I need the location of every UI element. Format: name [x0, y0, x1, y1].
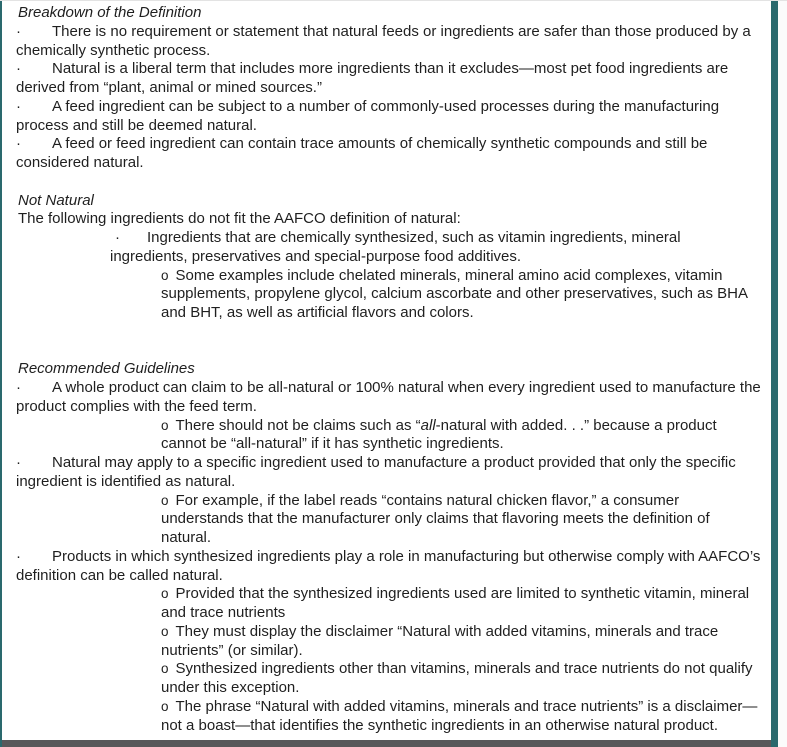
paragraph-text: [16, 135, 707, 171]
bullet-marker: ·: [16, 60, 21, 78]
circle-marker: o: [161, 623, 169, 639]
circle-marker: o: [161, 661, 169, 677]
paragraph: [16, 210, 761, 229]
section-heading: [16, 4, 761, 23]
text-run: Not Natural: [18, 191, 94, 209]
paragraph-text: [16, 379, 761, 415]
paragraph-text: [16, 454, 736, 490]
bullet-marker: ·: [16, 22, 21, 40]
page-border-left: [0, 1, 2, 747]
paragraph-text: [16, 60, 728, 96]
bullet-marker: ·: [16, 135, 21, 153]
page-border-right: [771, 1, 778, 747]
text-run: Synthesized ingredients other than vitamins, minerals and trace nutrients do not qualify under this exception.: [161, 660, 753, 696]
bullet-marker: ·: [16, 547, 21, 565]
text-run: Provided that the synthesized ingredients used are limited to synthetic vitamin, mineral and trace nutrients: [161, 585, 750, 621]
text-run: A whole product can claim to be all-natural or 100% natural when every ingredient used to manufacture the product complies with the feed term.: [16, 379, 761, 415]
paragraph-text: [16, 98, 719, 134]
spacer: [16, 173, 761, 192]
circle-marker: o: [161, 267, 169, 283]
circle-bullet-item: [161, 492, 761, 548]
paragraph-text: [161, 585, 749, 621]
paragraph-text: [161, 417, 717, 453]
text-run: They must display the disclaimer “Natural with added vitamins, minerals and trace nutrients” (or similar).: [161, 622, 719, 659]
paragraph-text: [16, 23, 751, 59]
text-run: Some examples include chelated minerals, mineral amino acid complexes, vitamin supplements, propylene glycol, calcium ascorbate and other preservatives, such as BHA and BHT, as well as artificial flavors and colors.: [161, 266, 748, 321]
sub-bullet-item: [110, 229, 761, 267]
section-heading: [16, 192, 761, 211]
text-run: Natural is a liberal term that includes more ingredients than it excludes—most pet food ingredients are derived from “plant, animal or mined sources.”: [16, 60, 729, 96]
bullet-item: [16, 60, 761, 98]
text-run: A feed ingredient can be subject to a number of commonly-used processes during the manufacturing process and still be deemed natural.: [16, 97, 720, 134]
text-run: Products in which synthesized ingredients play a role in manufacturing but otherwise comply with AAFCO’s definition can be called natural.: [16, 547, 761, 584]
paragraph-text: [161, 492, 710, 547]
circle-bullet-item: [161, 417, 761, 455]
paragraph-text: [161, 698, 757, 734]
circle-bullet-item: [161, 698, 761, 736]
circle-bullet-item: [161, 267, 761, 323]
text-run: all: [420, 416, 436, 434]
bullet-item: [16, 135, 761, 173]
text-run: The following ingredients do not fit the AAFCO definition of natural:: [18, 210, 461, 228]
bullet-marker: ·: [16, 454, 21, 471]
circle-bullet-item: [161, 585, 761, 623]
bullet-item: [16, 548, 761, 586]
circle-marker: o: [161, 492, 169, 508]
bullet-marker: ·: [16, 97, 21, 115]
bullet-item: [16, 454, 761, 492]
bullet-marker: ·: [115, 229, 120, 246]
circle-bullet-item: [161, 660, 761, 698]
paragraph-text: [110, 229, 681, 265]
paragraph-text: [18, 210, 461, 227]
document-body: [16, 4, 761, 747]
circle-marker: o: [161, 417, 169, 433]
bullet-item: [16, 379, 761, 417]
text-run: There should not be claims such as “: [175, 416, 421, 434]
page-border-bottom: [0, 740, 778, 747]
text-run: Breakdown of the Definition: [18, 4, 202, 21]
paragraph-text: [18, 360, 195, 377]
text-run: For example, if the label reads “contains natural chicken flavor,” a consumer understands that the manufacturer only claims that flavoring meets the definition of natural.: [161, 491, 710, 546]
paragraph-text: [18, 4, 201, 21]
paragraph-text: [18, 192, 94, 209]
bullet-item: [16, 98, 761, 136]
text-run: There is no requirement or statement that natural feeds or ingredients are safer than those produced by a chemically synthetic process.: [16, 22, 751, 59]
bullet-item: [16, 23, 761, 61]
circle-bullet-item: [161, 623, 761, 661]
text-run: -natural with added. . .” because a product cannot be “all-natural” if it has synthetic ingredients.: [161, 416, 717, 453]
text-run: A feed or feed ingredient can contain trace amounts of chemically synthetic compounds and still be considered natural.: [16, 135, 708, 171]
text-run: Ingredients that are chemically synthesized, such as vitamin ingredients, mineral ingredients, preservatives and special-purpose food additives.: [110, 229, 681, 265]
circle-marker: o: [161, 586, 169, 602]
paragraph-text: [161, 267, 747, 322]
text-run: Recommended Guidelines: [18, 360, 195, 378]
spacer: [16, 323, 761, 361]
paragraph-text: [16, 548, 760, 584]
section-heading: [16, 360, 761, 379]
paragraph-text: [161, 660, 753, 696]
page-gutter-right: [778, 1, 787, 747]
text-run: Natural may apply to a specific ingredient used to manufacture a product provided that only the specific ingredient is identified as natural.: [16, 454, 736, 490]
bullet-marker: ·: [16, 379, 21, 396]
circle-marker: o: [161, 698, 169, 714]
text-run: The phrase “Natural with added vitamins, minerals and trace nutrients” is a disclaimer—not a boast—that identifies the synthetic ingredients in an otherwise natural product.: [161, 697, 758, 734]
paragraph-text: [161, 623, 718, 659]
